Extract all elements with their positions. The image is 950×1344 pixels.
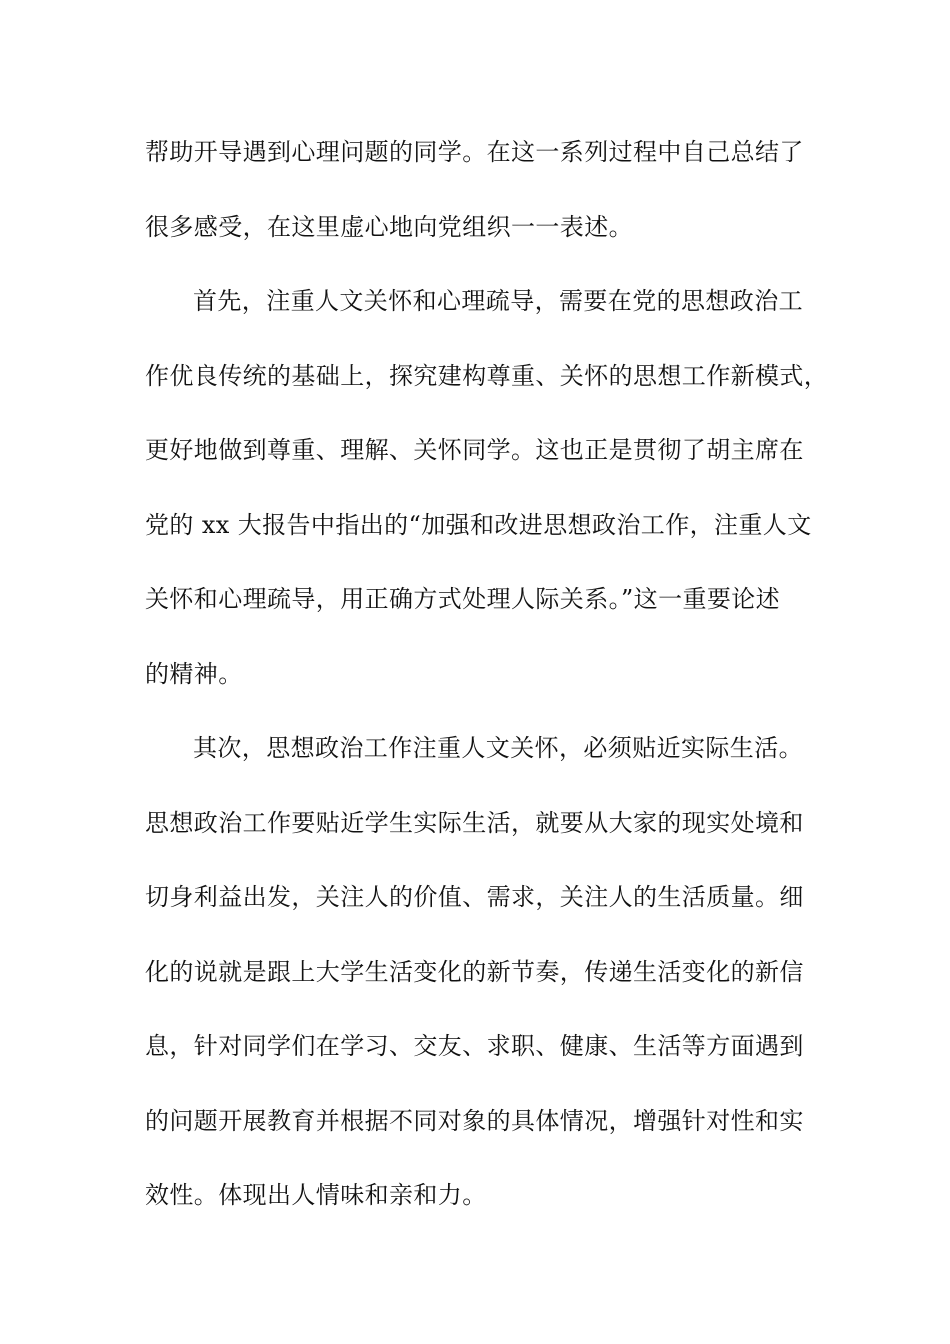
text-line: 思想政治工作要贴近学生实际生活，就要从大家的现实处境和 (145, 808, 804, 837)
paragraph-first-line: 其次，思想政治工作注重人文关怀，必须贴近实际生活。 (193, 734, 803, 762)
text-line: 化的说就是跟上大学生活变化的新节奏，传递生活变化的新信 (145, 957, 804, 986)
text-line: 切身利益出发，关注人的价值、需求，关注人的生活质量。细 (145, 883, 804, 911)
text-line: 关怀和心理疏导，用正确方式处理人际关系。”这一重要论述 (145, 585, 781, 613)
text-line: 帮助开导遇到心理问题的同学。在这一系列过程中自己总结了 (145, 138, 804, 166)
text-line: 的精神。 (145, 659, 243, 688)
text-line: 党的 xx 大报告中指出的“加强和改进思想政治工作，注重人文 (145, 510, 812, 539)
text-line: 的问题开展教育并根据不同对象的具体情况，增强针对性和实 (145, 1106, 804, 1135)
text-line: 作优良传统的基础上，探究建构尊重、关怀的思想工作新模式， (145, 361, 829, 390)
paragraph-first-line: 首先，注重人文关怀和心理疏导，需要在党的思想政治工 (193, 287, 803, 315)
text-line: 息，针对同学们在学习、交友、求职、健康、生活等方面遇到 (145, 1032, 804, 1060)
text-line: 很多感受，在这里虚心地向党组织一一表述。 (145, 212, 633, 241)
document-body (145, 125, 829, 1243)
text-line: 效性。体现出人情味和亲和力。 (145, 1181, 487, 1209)
text-line: 更好地做到尊重、理解、关怀同学。这也正是贯彻了胡主席在 (145, 436, 804, 464)
